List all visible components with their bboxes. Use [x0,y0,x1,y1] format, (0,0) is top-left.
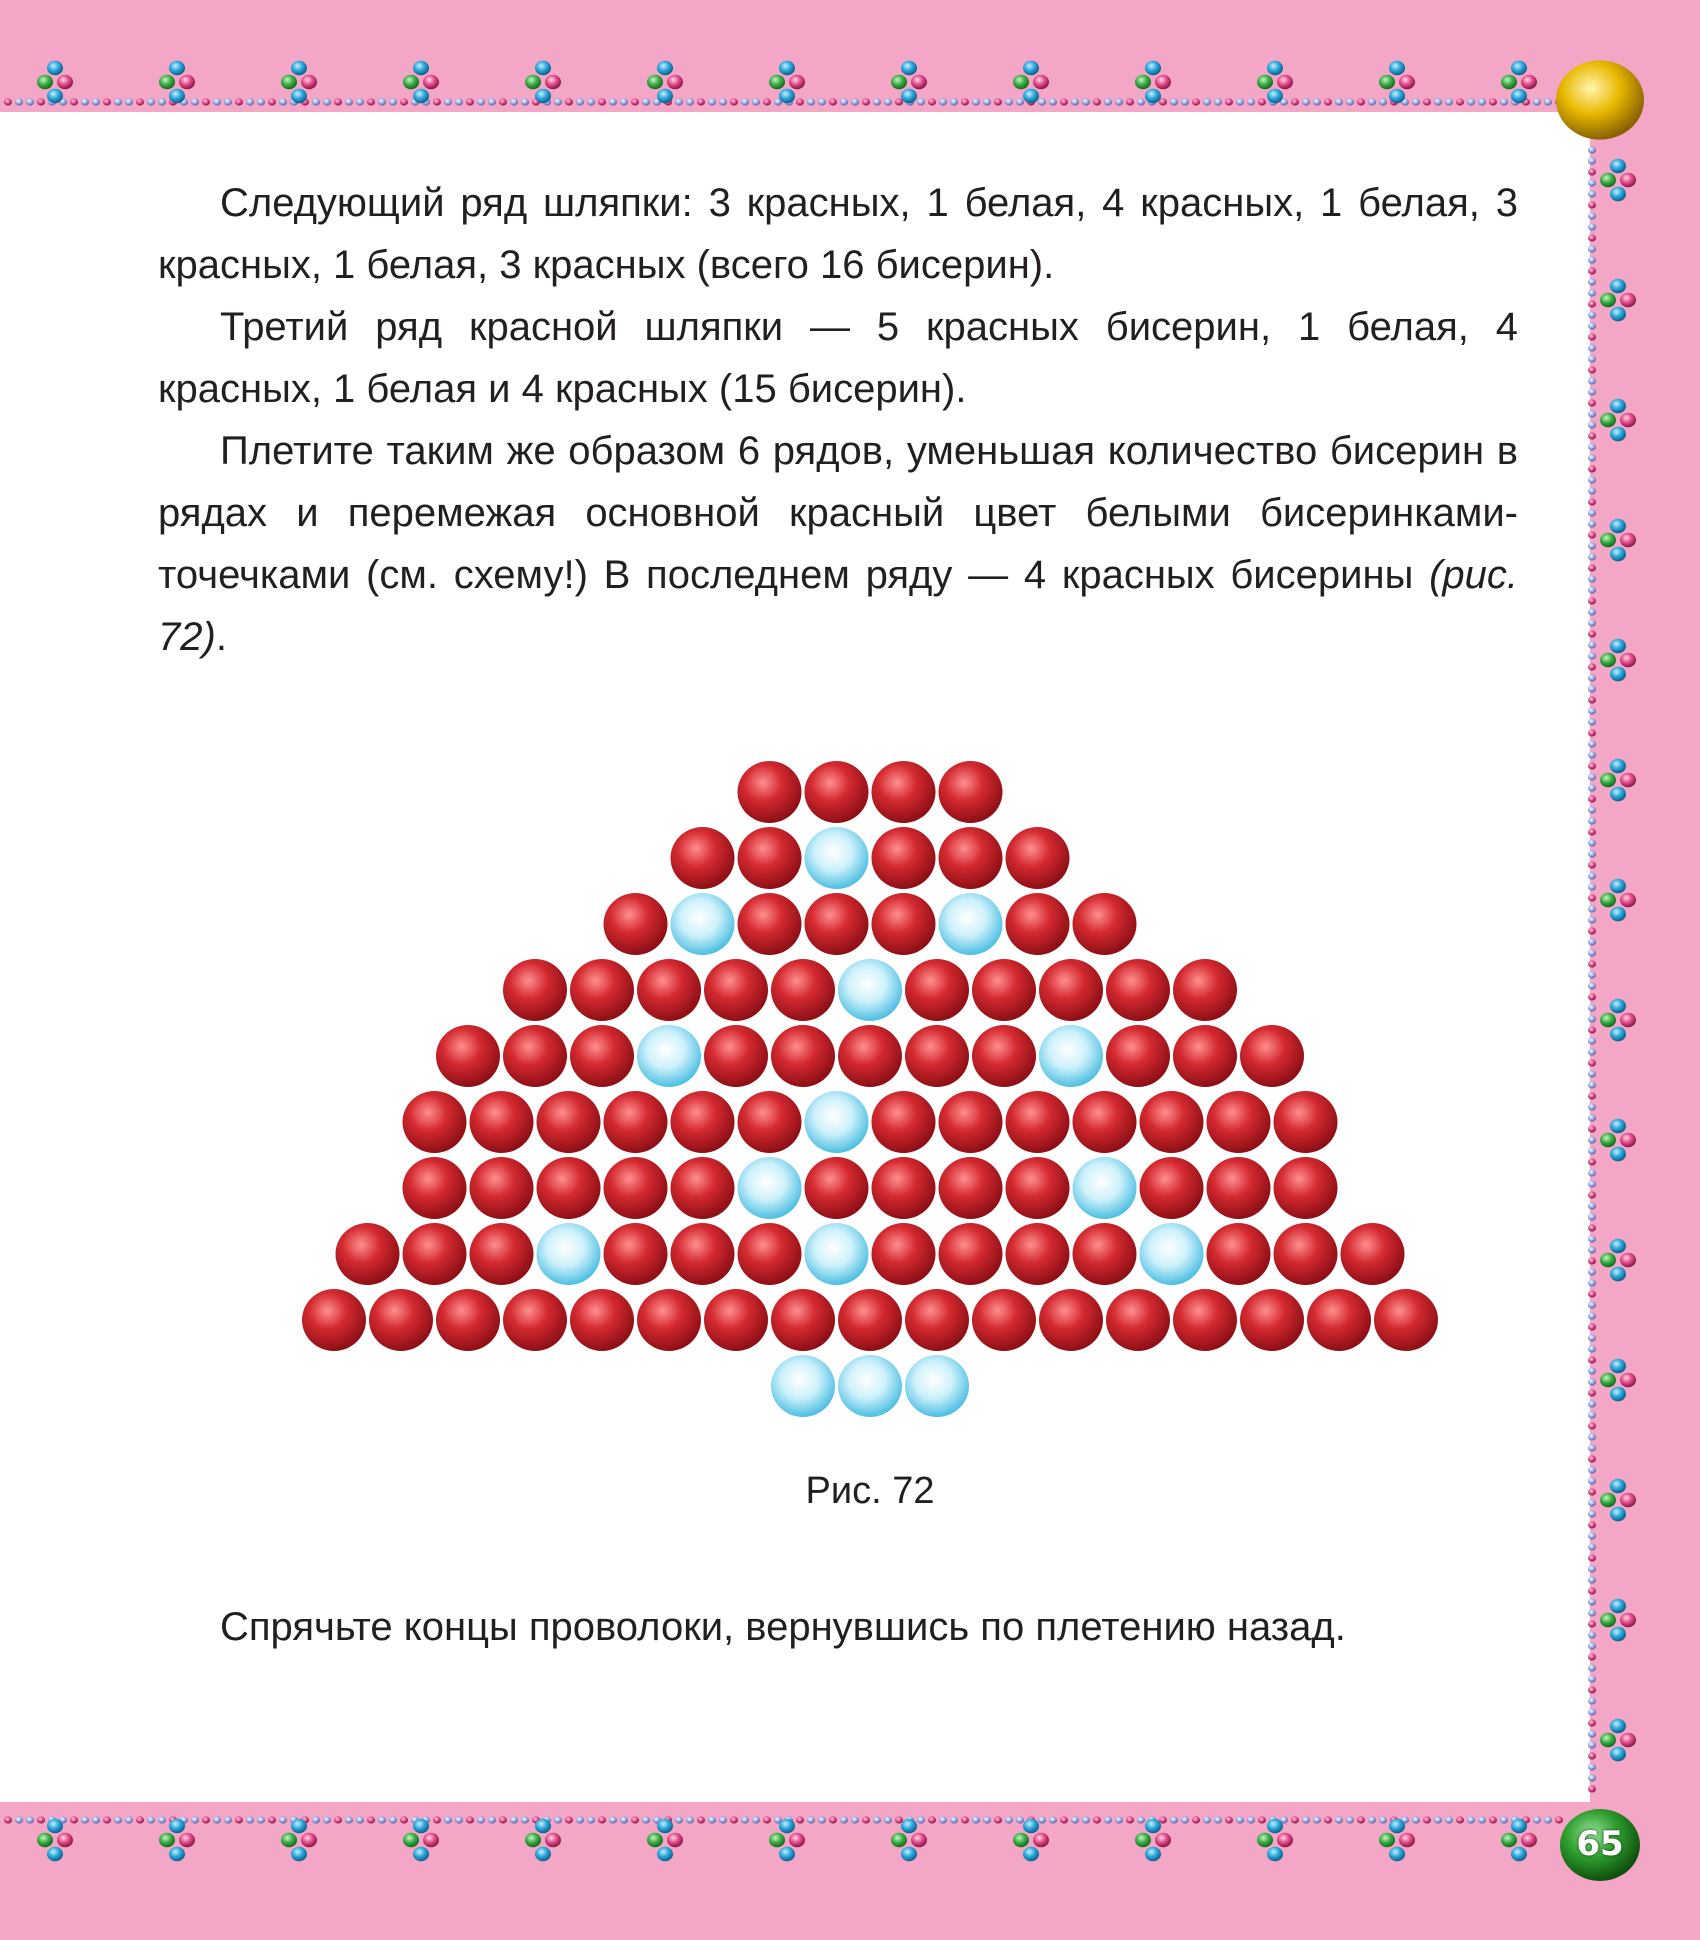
red-bead [1073,1223,1137,1285]
white-bead [637,1025,701,1087]
red-bead [537,1157,601,1219]
red-bead [503,1289,567,1351]
red-bead [738,1223,802,1285]
red-bead [939,1091,1003,1153]
red-bead [1006,827,1070,889]
red-bead [604,893,668,955]
paragraph-hide-wire-ends: Спрячьте концы проволоки, вернувшись по плетению назад. [220,1605,1346,1649]
red-bead [838,1025,902,1087]
red-bead [805,893,869,955]
red-bead [771,1025,835,1087]
white-bead [537,1223,601,1285]
red-bead [738,1091,802,1153]
paragraph-remaining-rows-text: Плетите таким же образом 6 рядов, уменьшая количество бисерин в рядах и перемежая основной красный цвет белыми бисеринками-точечками (см. схему!) В последнем ряду — 4 красных бисерины [158,429,1518,597]
white-bead [1073,1157,1137,1219]
red-bead [771,959,835,1021]
red-bead [872,1223,936,1285]
white-bead [805,1223,869,1285]
red-bead [972,1025,1036,1087]
red-bead [1173,959,1237,1021]
red-bead [1274,1091,1338,1153]
white-bead [805,1091,869,1153]
red-bead [637,959,701,1021]
red-bead [738,761,802,823]
red-bead [805,761,869,823]
red-bead [1274,1157,1338,1219]
red-bead [1006,1157,1070,1219]
red-bead [604,1091,668,1153]
red-bead [403,1157,467,1219]
red-bead [1073,1091,1137,1153]
white-bead [671,893,735,955]
red-bead [805,1157,869,1219]
red-bead [1106,1025,1170,1087]
red-bead [671,1091,735,1153]
paragraph-row-two: Следующий ряд шляпки: 3 красных, 1 белая, 4 красных, 1 белая, 3 красных, 1 белая, 3 красных (всего 16 бисерин). [158,181,1518,287]
paragraph-row-three: Третий ряд красной шляпки — 5 красных бисерин, 1 белая, 4 красных, 1 белая и 4 красных (15 бисерин). [158,305,1518,411]
white-bead [771,1355,835,1417]
red-bead [872,1157,936,1219]
final-instructions [158,1596,1518,1658]
red-bead [972,959,1036,1021]
red-bead [1140,1091,1204,1153]
red-bead [570,1289,634,1351]
white-bead [1140,1223,1204,1285]
red-bead [939,761,1003,823]
red-bead [1341,1223,1405,1285]
red-bead [570,1025,634,1087]
white-bead [838,1355,902,1417]
red-bead [503,1025,567,1087]
red-bead [872,893,936,955]
white-bead [1039,1025,1103,1087]
red-bead [403,1091,467,1153]
red-bead [1106,1289,1170,1351]
red-bead [939,1223,1003,1285]
page-number: 65 [1576,1824,1624,1864]
red-bead [939,1157,1003,1219]
red-bead [537,1091,601,1153]
red-bead [671,1223,735,1285]
figure-reference-tail: . [215,615,227,659]
red-bead [302,1289,366,1351]
red-bead [704,1025,768,1087]
red-bead [1106,959,1170,1021]
red-bead [436,1289,500,1351]
red-bead [436,1025,500,1087]
red-bead [671,1157,735,1219]
red-bead [939,827,1003,889]
red-bead [905,1289,969,1351]
red-bead [1173,1289,1237,1351]
red-bead [704,959,768,1021]
red-bead [1207,1091,1271,1153]
red-bead [872,1091,936,1153]
red-bead [1274,1223,1338,1285]
red-bead [470,1157,534,1219]
red-bead [604,1223,668,1285]
red-bead [872,761,936,823]
red-bead [1374,1289,1438,1351]
red-bead [905,1025,969,1087]
red-bead [1039,1289,1103,1351]
red-bead [1006,1091,1070,1153]
red-bead [403,1223,467,1285]
red-bead [1140,1157,1204,1219]
figure-caption: Рис. 72 [805,1470,935,1512]
red-bead [1307,1289,1371,1351]
red-bead [369,1289,433,1351]
red-bead [838,1289,902,1351]
white-bead [939,893,1003,955]
red-bead [1039,959,1103,1021]
red-bead [972,1289,1036,1351]
red-bead [738,893,802,955]
red-bead [1240,1025,1304,1087]
red-bead [905,959,969,1021]
red-bead [503,959,567,1021]
white-bead [805,827,869,889]
red-bead [704,1289,768,1351]
red-bead [336,1223,400,1285]
red-bead [1173,1025,1237,1087]
red-bead [1240,1289,1304,1351]
white-bead [838,959,902,1021]
red-bead [1073,893,1137,955]
white-bead [738,1157,802,1219]
white-bead [905,1355,969,1417]
red-bead [738,827,802,889]
red-bead [872,827,936,889]
red-bead [570,959,634,1021]
red-bead [1006,1223,1070,1285]
red-bead [1207,1157,1271,1219]
red-bead [470,1223,534,1285]
red-bead [470,1091,534,1153]
red-bead [671,827,735,889]
red-bead [1006,893,1070,955]
red-bead [1207,1223,1271,1285]
red-bead [771,1289,835,1351]
red-bead [604,1157,668,1219]
figure-reference: (рис. 72) [158,553,1518,659]
red-bead [637,1289,701,1351]
